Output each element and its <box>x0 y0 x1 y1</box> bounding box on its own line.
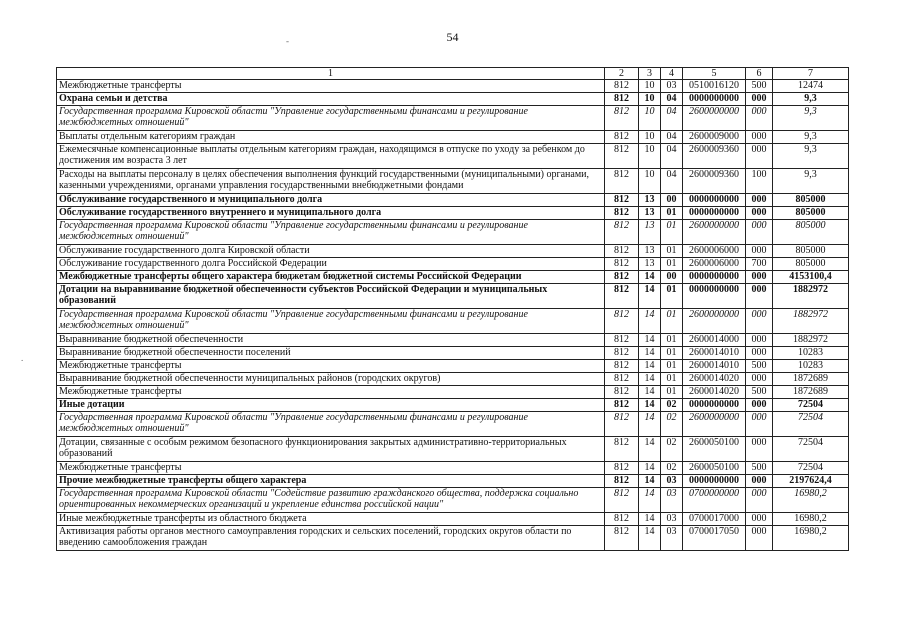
table-row <box>57 437 849 462</box>
target-article-cell: 2600000000 <box>683 412 746 437</box>
row-name-cell: Обслуживание государственного долга Кировской области <box>57 245 605 258</box>
subsection-code-cell: 01 <box>661 245 683 258</box>
section-code-cell: 14 <box>639 475 661 488</box>
expense-type-cell: 000 <box>746 220 773 245</box>
amount-cell: 16980,2 <box>773 526 849 551</box>
section-code-cell: 14 <box>639 513 661 526</box>
amount-cell: 2197624,4 <box>773 475 849 488</box>
subsection-code-cell: 02 <box>661 462 683 475</box>
table-row <box>57 309 849 334</box>
section-code-cell: 14 <box>639 309 661 334</box>
subsection-code-cell: 01 <box>661 207 683 220</box>
amount-cell: 72504 <box>773 437 849 462</box>
table-row <box>57 220 849 245</box>
amount-cell: 9,3 <box>773 106 849 131</box>
target-article-cell: 0700017050 <box>683 526 746 551</box>
ministry-code-cell: 812 <box>605 93 639 106</box>
row-name-cell: Иные межбюджетные трансферты из областного бюджета <box>57 513 605 526</box>
amount-cell: 805000 <box>773 258 849 271</box>
amount-cell: 16980,2 <box>773 513 849 526</box>
ministry-code-cell: 812 <box>605 462 639 475</box>
expense-type-cell: 500 <box>746 80 773 93</box>
ministry-code-cell: 812 <box>605 207 639 220</box>
section-code-cell: 10 <box>639 93 661 106</box>
ministry-code-cell: 812 <box>605 360 639 373</box>
expense-type-cell: 000 <box>746 488 773 513</box>
table-row <box>57 207 849 220</box>
target-article-cell: 2600009360 <box>683 144 746 169</box>
table-row <box>57 131 849 144</box>
subsection-code-cell: 04 <box>661 144 683 169</box>
row-name-cell: Межбюджетные трансферты <box>57 386 605 399</box>
row-name-cell: Прочие межбюджетные трансферты общего характера <box>57 475 605 488</box>
ministry-code-cell: 812 <box>605 144 639 169</box>
amount-cell: 805000 <box>773 245 849 258</box>
ministry-code-cell: 812 <box>605 258 639 271</box>
row-name-cell: Обслуживание государственного и муниципального долга <box>57 194 605 207</box>
ministry-code-cell: 812 <box>605 309 639 334</box>
row-name-cell: Обслуживание государственного долга Российской Федерации <box>57 258 605 271</box>
target-article-cell: 2600014010 <box>683 347 746 360</box>
subsection-code-cell: 03 <box>661 488 683 513</box>
target-article-cell: 2600014020 <box>683 373 746 386</box>
section-code-cell: 10 <box>639 80 661 93</box>
expense-type-cell: 000 <box>746 144 773 169</box>
target-article-cell: 2600000000 <box>683 106 746 131</box>
ministry-code-cell: 812 <box>605 80 639 93</box>
expense-type-cell: 000 <box>746 334 773 347</box>
amount-cell: 9,3 <box>773 93 849 106</box>
row-name-cell: Межбюджетные трансферты <box>57 360 605 373</box>
ministry-code-cell: 812 <box>605 131 639 144</box>
amount-cell: 805000 <box>773 194 849 207</box>
subsection-code-cell: 02 <box>661 399 683 412</box>
amount-cell: 9,3 <box>773 169 849 194</box>
amount-cell: 10283 <box>773 347 849 360</box>
subsection-code-cell: 04 <box>661 93 683 106</box>
table-row <box>57 144 849 169</box>
table-row <box>57 194 849 207</box>
budget-table-body <box>57 68 849 551</box>
target-article-cell: 0000000000 <box>683 271 746 284</box>
row-name-cell: Ежемесячные компенсационные выплаты отдельным категориям граждан, находящимся в отпуске по уходу за ребенком до достижения им возраста 3 лет <box>57 144 605 169</box>
subsection-code-cell: 04 <box>661 169 683 194</box>
amount-cell: 72504 <box>773 399 849 412</box>
section-code-cell: 10 <box>639 169 661 194</box>
table-row <box>57 475 849 488</box>
row-name-cell: Государственная программа Кировской области "Управление государственными финансами и регулирование межбюджетных отношений" <box>57 106 605 131</box>
expense-type-cell: 000 <box>746 309 773 334</box>
target-article-cell: 2600050100 <box>683 462 746 475</box>
ministry-code-cell: 812 <box>605 334 639 347</box>
table-row <box>57 93 849 106</box>
amount-cell: 805000 <box>773 220 849 245</box>
subsection-code-cell: 00 <box>661 194 683 207</box>
amount-cell: 805000 <box>773 207 849 220</box>
ministry-code-cell: 812 <box>605 245 639 258</box>
table-header-row <box>57 68 849 80</box>
row-name-cell: Государственная программа Кировской области "Управление государственными финансами и регулирование межбюджетных отношений" <box>57 220 605 245</box>
table-row <box>57 334 849 347</box>
table-row <box>57 360 849 373</box>
row-name-cell: Государственная программа Кировской области "Управление государственными финансами и регулирование межбюджетных отношений" <box>57 309 605 334</box>
subsection-code-cell: 01 <box>661 360 683 373</box>
amount-cell: 1882972 <box>773 309 849 334</box>
amount-cell: 12474 <box>773 80 849 93</box>
table-row <box>57 347 849 360</box>
expense-type-cell: 000 <box>746 207 773 220</box>
amount-cell: 72504 <box>773 412 849 437</box>
subsection-code-cell: 04 <box>661 131 683 144</box>
section-code-cell: 14 <box>639 462 661 475</box>
target-article-cell: 2600000000 <box>683 309 746 334</box>
table-row <box>57 488 849 513</box>
section-code-cell: 14 <box>639 526 661 551</box>
target-article-cell: 0700017000 <box>683 513 746 526</box>
row-name-cell: Дотации, связанные с особым режимом безопасного функционирования закрытых административно-территориальных образований <box>57 437 605 462</box>
expense-type-cell: 100 <box>746 169 773 194</box>
expense-type-cell: 000 <box>746 412 773 437</box>
expense-type-cell: 000 <box>746 245 773 258</box>
expense-type-cell: 000 <box>746 284 773 309</box>
amount-cell: 1882972 <box>773 284 849 309</box>
row-name-cell: Межбюджетные трансферты общего характера бюджетам бюджетной системы Российской Федерации <box>57 271 605 284</box>
amount-cell: 1872689 <box>773 386 849 399</box>
ministry-code-cell: 812 <box>605 194 639 207</box>
page-number: 54 <box>446 30 459 44</box>
column-header: 7 <box>773 68 849 80</box>
ministry-code-cell: 812 <box>605 169 639 194</box>
expense-type-cell: 000 <box>746 93 773 106</box>
target-article-cell: 2600009360 <box>683 169 746 194</box>
stray-side-mark: . <box>21 353 24 363</box>
expense-type-cell: 700 <box>746 258 773 271</box>
table-row <box>57 169 849 194</box>
row-name-cell: Обслуживание государственного внутреннего и муниципального долга <box>57 207 605 220</box>
budget-table <box>56 67 849 551</box>
section-code-cell: 14 <box>639 437 661 462</box>
subsection-code-cell: 03 <box>661 513 683 526</box>
expense-type-cell: 000 <box>746 399 773 412</box>
subsection-code-cell: 00 <box>661 271 683 284</box>
target-article-cell: 2600014000 <box>683 334 746 347</box>
ministry-code-cell: 812 <box>605 373 639 386</box>
column-header: 4 <box>661 68 683 80</box>
row-name-cell: Государственная программа Кировской области "Содействие развитию гражданского общества, поддержка социально ориентированных некоммерческих организаций и укрепление единства российской нации" <box>57 488 605 513</box>
row-name-cell: Активизация работы органов местного самоуправления городских и сельских поселений, городских округов области по введению самообложения граждан <box>57 526 605 551</box>
section-code-cell: 10 <box>639 131 661 144</box>
ministry-code-cell: 812 <box>605 399 639 412</box>
target-article-cell: 0000000000 <box>683 284 746 309</box>
target-article-cell: 0000000000 <box>683 399 746 412</box>
section-code-cell: 14 <box>639 373 661 386</box>
subsection-code-cell: 01 <box>661 386 683 399</box>
row-name-cell: Охрана семьи и детства <box>57 93 605 106</box>
row-name-cell: Межбюджетные трансферты <box>57 80 605 93</box>
section-code-cell: 13 <box>639 245 661 258</box>
expense-type-cell: 000 <box>746 437 773 462</box>
target-article-cell: 2600006000 <box>683 258 746 271</box>
section-code-cell: 10 <box>639 144 661 169</box>
row-name-cell: Выравнивание бюджетной обеспеченности муниципальных районов (городских округов) <box>57 373 605 386</box>
column-header: 3 <box>639 68 661 80</box>
expense-type-cell: 000 <box>746 271 773 284</box>
target-article-cell: 2600006000 <box>683 245 746 258</box>
column-header: 2 <box>605 68 639 80</box>
expense-type-cell: 000 <box>746 513 773 526</box>
table-row <box>57 80 849 93</box>
ministry-code-cell: 812 <box>605 347 639 360</box>
amount-cell: 10283 <box>773 360 849 373</box>
amount-cell: 9,3 <box>773 144 849 169</box>
subsection-code-cell: 01 <box>661 309 683 334</box>
ministry-code-cell: 812 <box>605 284 639 309</box>
subsection-code-cell: 01 <box>661 220 683 245</box>
section-code-cell: 14 <box>639 284 661 309</box>
section-code-cell: 13 <box>639 194 661 207</box>
expense-type-cell: 000 <box>746 373 773 386</box>
table-row <box>57 106 849 131</box>
ministry-code-cell: 812 <box>605 386 639 399</box>
target-article-cell: 2600009000 <box>683 131 746 144</box>
section-code-cell: 13 <box>639 207 661 220</box>
table-row <box>57 462 849 475</box>
expense-type-cell: 500 <box>746 360 773 373</box>
target-article-cell: 2600014010 <box>683 360 746 373</box>
row-name-cell: Расходы на выплаты персоналу в целях обеспечения выполнения функций государственными (муниципальными) органами, казенными учреждениями, органами управления государственными внебюджетными фондами <box>57 169 605 194</box>
stray-dash-mark: - <box>286 36 289 46</box>
subsection-code-cell: 03 <box>661 80 683 93</box>
subsection-code-cell: 01 <box>661 258 683 271</box>
table-row <box>57 373 849 386</box>
target-article-cell: 2600014020 <box>683 386 746 399</box>
row-name-cell: Дотации на выравнивание бюджетной обеспеченности субъектов Российской Федерации и муниципальных образований <box>57 284 605 309</box>
table-row <box>57 271 849 284</box>
amount-cell: 16980,2 <box>773 488 849 513</box>
section-code-cell: 14 <box>639 488 661 513</box>
section-code-cell: 14 <box>639 334 661 347</box>
subsection-code-cell: 01 <box>661 347 683 360</box>
subsection-code-cell: 04 <box>661 106 683 131</box>
section-code-cell: 10 <box>639 106 661 131</box>
section-code-cell: 13 <box>639 220 661 245</box>
subsection-code-cell: 03 <box>661 475 683 488</box>
expense-type-cell: 000 <box>746 347 773 360</box>
target-article-cell: 0000000000 <box>683 194 746 207</box>
ministry-code-cell: 812 <box>605 412 639 437</box>
target-article-cell: 0700000000 <box>683 488 746 513</box>
row-name-cell: Иные дотации <box>57 399 605 412</box>
expense-type-cell: 000 <box>746 131 773 144</box>
row-name-cell: Государственная программа Кировской области "Управление государственными финансами и регулирование межбюджетных отношений" <box>57 412 605 437</box>
section-code-cell: 14 <box>639 360 661 373</box>
subsection-code-cell: 02 <box>661 412 683 437</box>
amount-cell: 4153100,4 <box>773 271 849 284</box>
section-code-cell: 13 <box>639 258 661 271</box>
amount-cell: 72504 <box>773 462 849 475</box>
table-row <box>57 412 849 437</box>
subsection-code-cell: 02 <box>661 437 683 462</box>
subsection-code-cell: 03 <box>661 526 683 551</box>
table-row <box>57 513 849 526</box>
expense-type-cell: 500 <box>746 462 773 475</box>
target-article-cell: 0000000000 <box>683 93 746 106</box>
target-article-cell: 0000000000 <box>683 475 746 488</box>
section-code-cell: 14 <box>639 399 661 412</box>
target-article-cell: 0510016120 <box>683 80 746 93</box>
row-name-cell: Выравнивание бюджетной обеспеченности поселений <box>57 347 605 360</box>
table-row <box>57 526 849 551</box>
section-code-cell: 14 <box>639 271 661 284</box>
ministry-code-cell: 812 <box>605 437 639 462</box>
target-article-cell: 2600000000 <box>683 220 746 245</box>
ministry-code-cell: 812 <box>605 513 639 526</box>
subsection-code-cell: 01 <box>661 373 683 386</box>
table-row <box>57 386 849 399</box>
ministry-code-cell: 812 <box>605 271 639 284</box>
ministry-code-cell: 812 <box>605 488 639 513</box>
ministry-code-cell: 812 <box>605 106 639 131</box>
amount-cell: 9,3 <box>773 131 849 144</box>
ministry-code-cell: 812 <box>605 475 639 488</box>
expense-type-cell: 000 <box>746 526 773 551</box>
column-header: 6 <box>746 68 773 80</box>
table-row <box>57 399 849 412</box>
expense-type-cell: 000 <box>746 106 773 131</box>
table-row <box>57 245 849 258</box>
row-name-cell: Выравнивание бюджетной обеспеченности <box>57 334 605 347</box>
table-row <box>57 284 849 309</box>
amount-cell: 1872689 <box>773 373 849 386</box>
subsection-code-cell: 01 <box>661 284 683 309</box>
amount-cell: 1882972 <box>773 334 849 347</box>
row-name-cell: Межбюджетные трансферты <box>57 462 605 475</box>
table-row <box>57 258 849 271</box>
column-header: 5 <box>683 68 746 80</box>
target-article-cell: 0000000000 <box>683 207 746 220</box>
column-header: 1 <box>57 68 605 80</box>
expense-type-cell: 000 <box>746 475 773 488</box>
subsection-code-cell: 01 <box>661 334 683 347</box>
target-article-cell: 2600050100 <box>683 437 746 462</box>
ministry-code-cell: 812 <box>605 220 639 245</box>
section-code-cell: 14 <box>639 347 661 360</box>
expense-type-cell: 500 <box>746 386 773 399</box>
section-code-cell: 14 <box>639 386 661 399</box>
ministry-code-cell: 812 <box>605 526 639 551</box>
section-code-cell: 14 <box>639 412 661 437</box>
expense-type-cell: 000 <box>746 194 773 207</box>
row-name-cell: Выплаты отдельным категориям граждан <box>57 131 605 144</box>
